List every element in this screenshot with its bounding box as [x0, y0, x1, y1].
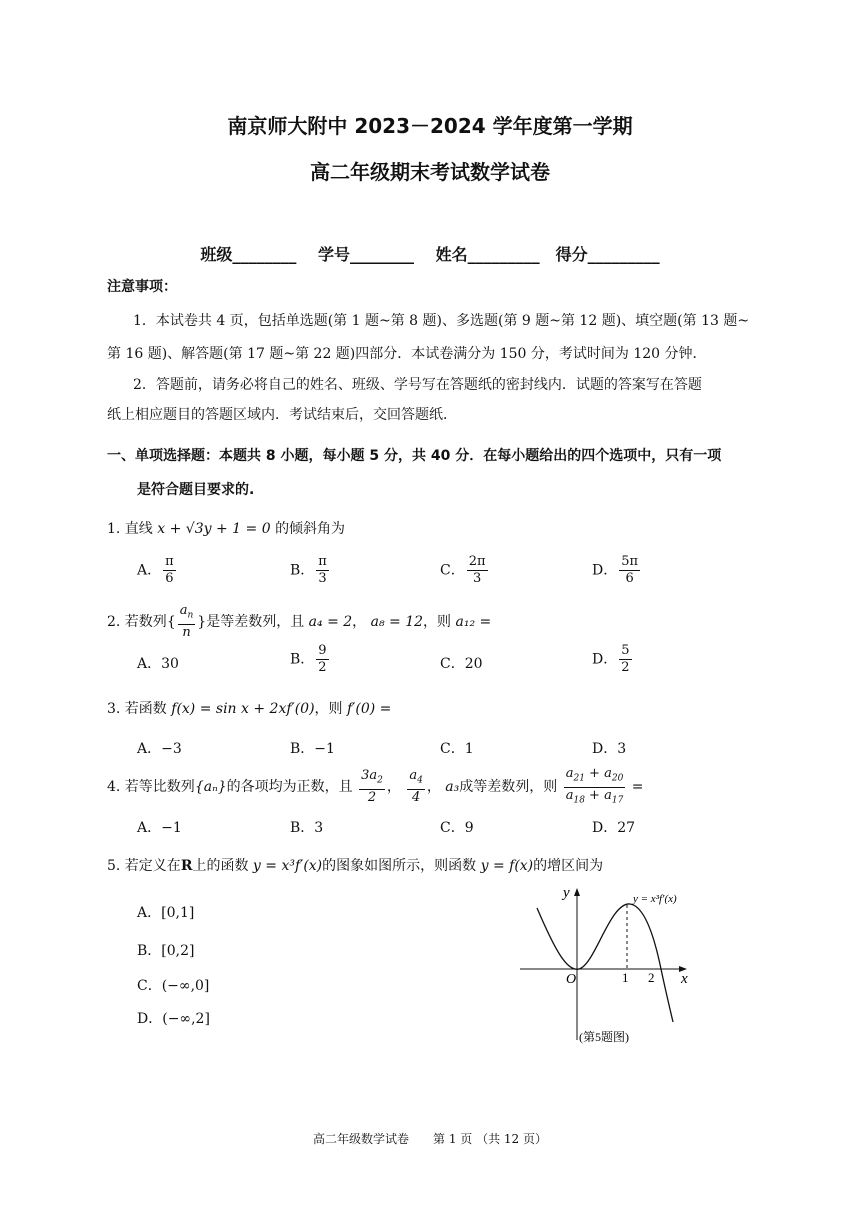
notes-item1-line1: 1．本试卷共 4 页，包括单选题(第 1 题~第 8 题)、多选题(第 9 题~第 12 题)、填空题(第 13 题~ — [133, 313, 750, 329]
function-curve — [537, 904, 673, 1022]
x-axis-label: x — [681, 971, 688, 987]
q3-option-a[interactable]: A．−3 — [137, 741, 182, 757]
section1-heading-line2: 是符合题目要求的. — [137, 482, 255, 498]
tick-label-2: 2 — [648, 970, 655, 985]
question-3-stem: 3. 若函数 f(x) = sin x + 2xf′(0)，则 f′(0) = — [107, 701, 392, 717]
q3-option-d[interactable]: D．3 — [592, 741, 627, 757]
curve-label: y = x³f′(x) — [633, 893, 677, 905]
q2-option-d[interactable]: D． $\frac{5}{2}$ — [592, 643, 630, 675]
q1-option-d[interactable]: D． $\frac{5\pi}{6}$ — [592, 554, 639, 586]
section1-heading-line1: 一、单项选择题：本题共 8 小题，每小题 5 分，共 40 分．在每小题给出的四个选项中，只有一项 — [107, 448, 722, 464]
exam-title-line2: 高二年级期末考试数学试卷 — [310, 160, 550, 184]
question-1-stem: 1. 直线 x + √3y + 1 = 0 的倾斜角为 — [107, 521, 346, 537]
q3-option-b[interactable]: B．−1 — [290, 741, 335, 757]
q5-option-b[interactable]: B．[0,2] — [137, 943, 195, 959]
tick-label-1: 1 — [622, 970, 629, 985]
q4-option-d[interactable]: D．27 — [592, 820, 636, 836]
q1-option-a[interactable]: A． $\frac{\pi}{6}$ — [137, 554, 174, 586]
q2-option-c[interactable]: C．20 — [440, 656, 483, 672]
q5-function-graph — [515, 880, 705, 1050]
student-info-fields: 班级________ 学号________ 姓名_________ 得分_________ — [200, 245, 660, 264]
origin-label: O — [566, 972, 577, 987]
q1-option-c[interactable]: C． $\frac{2\pi}{3}$ — [440, 554, 486, 586]
exam-title-line1: 南京师大附中 2023－2024 学年度第一学期 — [227, 114, 633, 138]
notes-item1-line2: 第 16 题)、解答题(第 17 题~第 22 题)四部分．本试卷满分为 150 分，考试时间为 120 分钟． — [107, 346, 707, 362]
figure-caption: (第5题图) — [579, 1030, 629, 1044]
q1-equation: x + √3y + 1 = 0 — [157, 521, 271, 537]
page-footer: 高二年级数学试卷 第 1 页 （共 12 页） — [313, 1132, 547, 1146]
q3-option-c[interactable]: C．1 — [440, 741, 474, 757]
q4-option-a[interactable]: A．−1 — [137, 820, 182, 836]
notes-item2-line2: 纸上相应题目的答题区域内．考试结束后，交回答题纸． — [107, 407, 457, 423]
question-5-stem: 5. 若定义在R上的函数 y = x³f′(x)的图象如图所示，则函数 y = f(x)的增区间为 — [107, 858, 604, 874]
y-axis-arrow — [574, 888, 580, 896]
q2-option-a[interactable]: A．30 — [137, 656, 179, 672]
q4-option-c[interactable]: C．9 — [440, 820, 474, 836]
question-4-stem: 4. 若等比数列{aₙ}的各项均为正数，且 $\frac{3a_2}{2}$ ， $\frac{a_4}{4}$ ， a₃成等差数列，则 $\frac{a_{21} + a_{20}}{a_{18} + a_{17}}$ = — [107, 766, 644, 806]
question-2-stem: 2. 若数列{ $\frac{a_n}{n}$ }是等差数列，且 a₄ = 2， a₈ = 12，则 a₁₂ = — [107, 603, 492, 640]
q5-option-d[interactable]: D．(−∞,2] — [137, 1011, 210, 1027]
q4-option-b[interactable]: B．3 — [290, 820, 324, 836]
q1-option-b[interactable]: B． $\frac{\pi}{3}$ — [290, 554, 327, 586]
q5-option-c[interactable]: C．(−∞,0] — [137, 978, 210, 994]
y-axis-label: y — [563, 885, 570, 901]
q5-option-a[interactable]: A．[0,1] — [137, 905, 195, 921]
notes-item2-line1: 2．答题前，请务必将自己的姓名、班级、学号写在答题纸的密封线内．试题的答案写在答题 — [133, 377, 702, 393]
notes-heading: 注意事项： — [107, 279, 177, 295]
q2-option-b[interactable]: B． $\frac{9}{2}$ — [290, 643, 327, 675]
